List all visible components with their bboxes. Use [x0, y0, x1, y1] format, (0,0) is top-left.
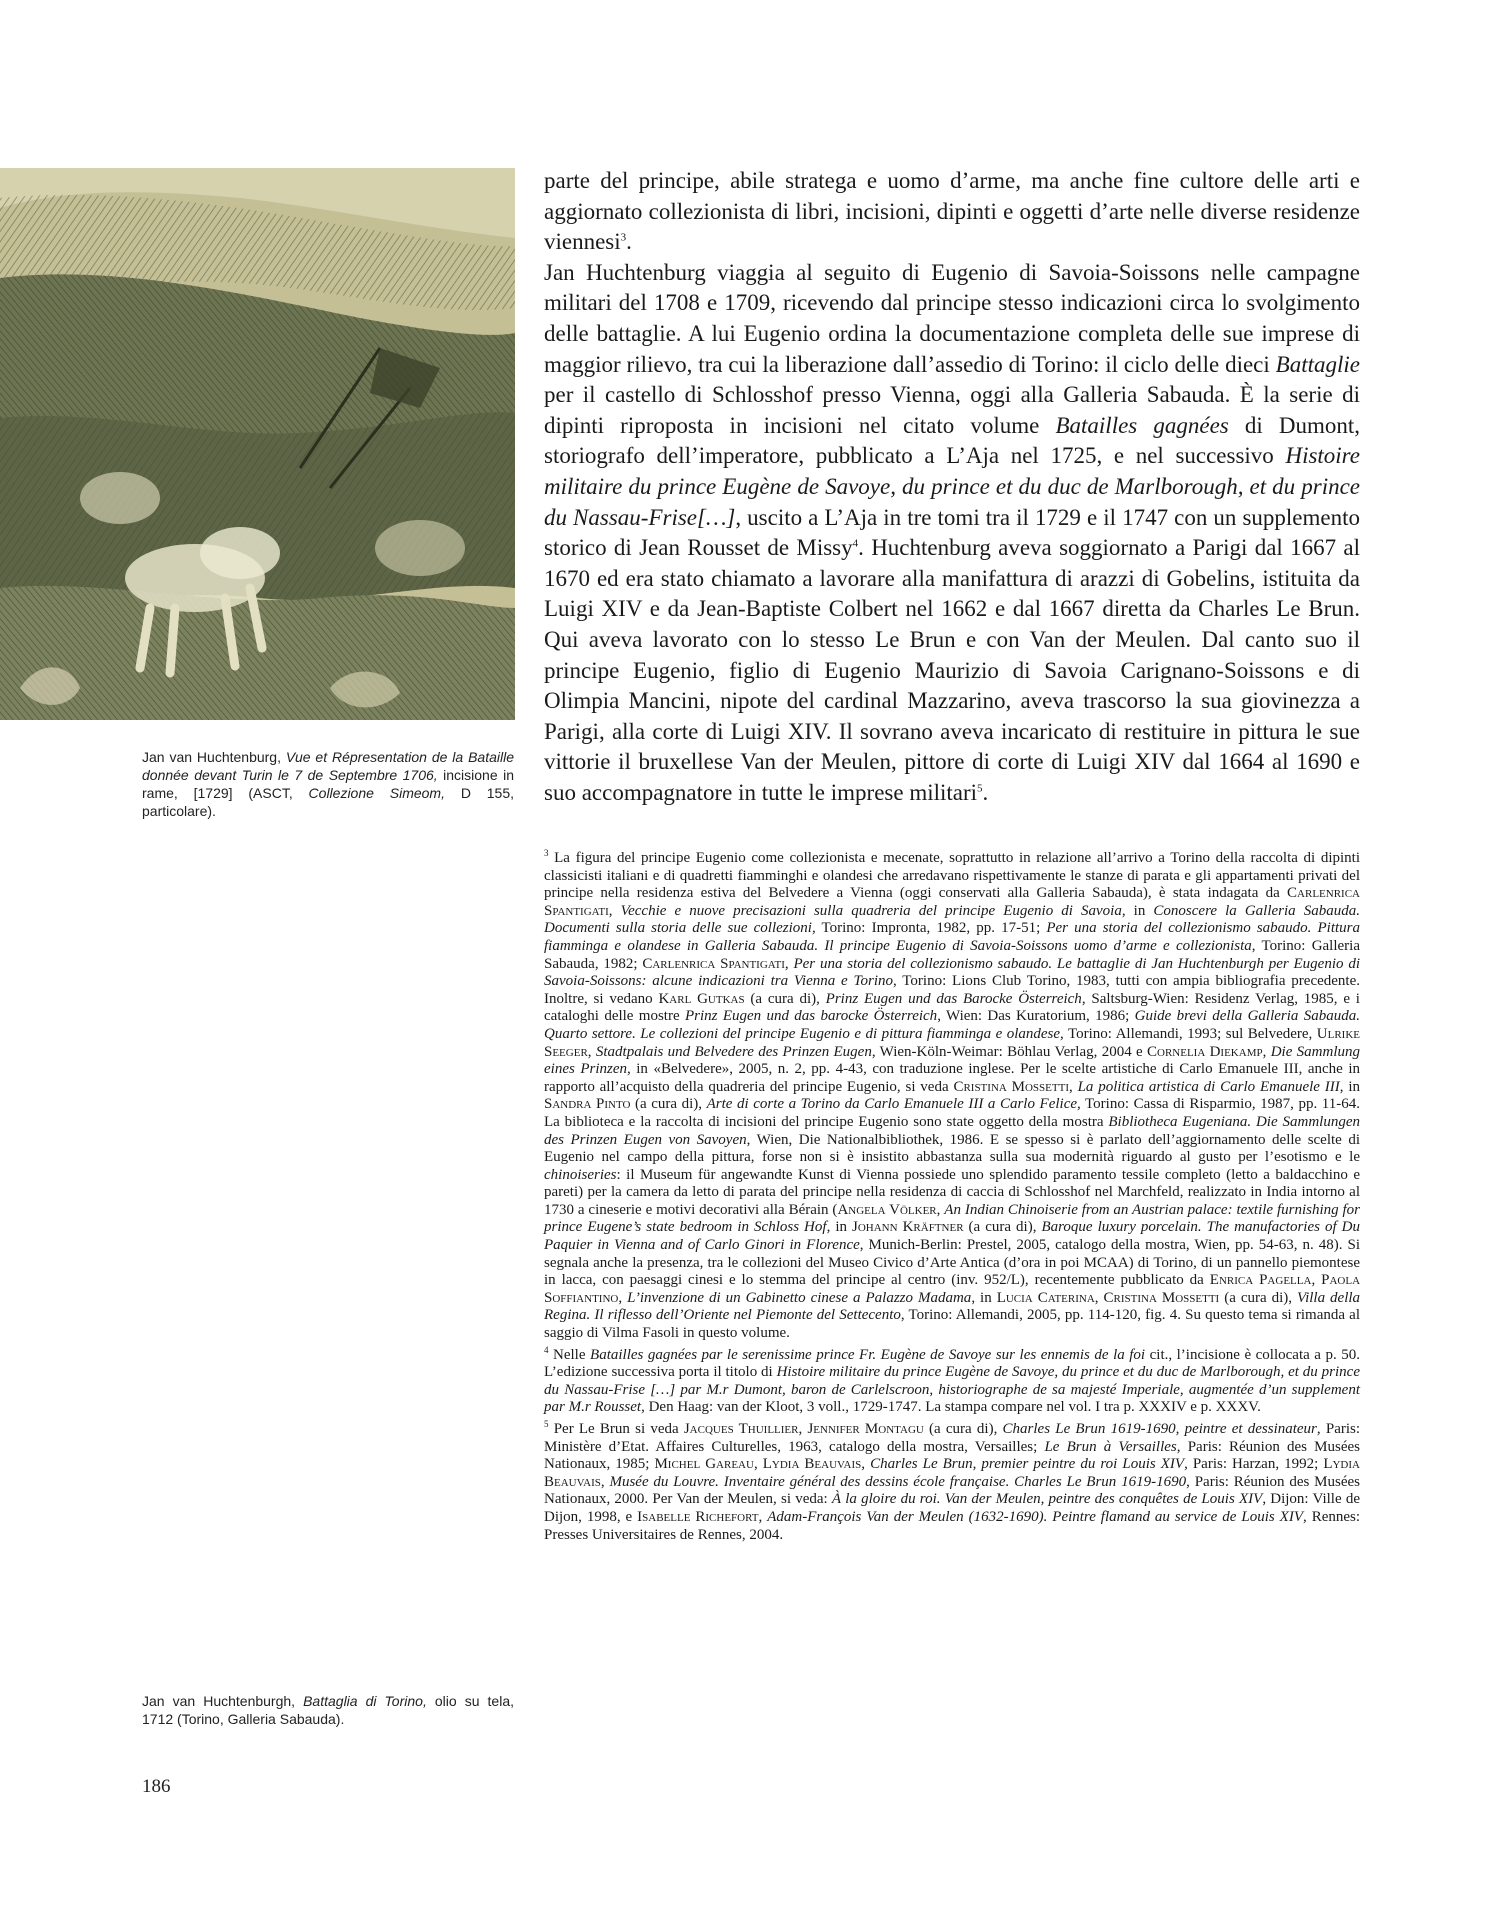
- body-text-span: .: [626, 229, 632, 255]
- footnote-4: [544, 1344, 1360, 1417]
- note-text: , Wien: Das Kuratorium, 1986;: [937, 1008, 1135, 1025]
- note-text: , Paris: Harzan, 1992;: [1184, 1456, 1324, 1473]
- note-text: ,: [1094, 1289, 1104, 1306]
- note-author: Carlenrica Spantigati: [544, 885, 1360, 919]
- note-text: ,: [936, 1201, 945, 1218]
- note-text: , Paris: Ministère d’Etat. Affaires Culturelles, 1963, catalogo della mostra, Versailles;: [544, 1421, 1361, 1455]
- note-text: (a cura di),: [1219, 1289, 1298, 1306]
- body-text-span: parte del principe, abile stratega e uomo d’arme, ma anche fine cultore delle arti e aggiornato collezionista di libri, incisioni, dipinti e oggetti d’arte nelle diverse residenze viennesi: [544, 168, 1360, 255]
- caption-title: Battaglia di Torino,: [303, 1693, 427, 1709]
- note-text: , Saltsburg-Wien: Residenz Verlag, 1985, e i cataloghi delle mostre: [544, 990, 1360, 1025]
- note-text: , Torino: Galleria Sabauda, 1982;: [544, 937, 1360, 972]
- caption-author: Jan van Huchtenburg,: [142, 749, 286, 765]
- note-text: La figura del principe Eugenio come collezionista e mecenate, soprattutto in relazione all’arrivo a Torino della raccolta di dipinti classicisti italiani e di quadretti fiamminghi e olandesi che arredavano rispettivamente le stanze di parata e gli appartamenti privati del principe nella residenza estiva del Belvedere a Vienna (oggi conservati alla Galleria Sabauda), è stata indagata da: [544, 850, 1360, 902]
- body-text-span: .: [982, 779, 989, 805]
- note-author: Enrica Pagella: [1209, 1272, 1312, 1289]
- note-title: An Indian Chinoiserie from an Austrian palace: textile furnishing for prince Eugene’s state bedroom in Schloss Hof: [544, 1201, 1361, 1236]
- note-text: , in «Belvedere», 2005, n. 2, pp. 4-43, con traduzione inglese. Per le scelte artistiche di Carlo Emanuele III, anche in rapporto all’acquisto della quadreria del principe Eugenio, si veda: [544, 1061, 1360, 1095]
- note-title: Histoire militaire du prince Eugène de Savoye, du prince et du duc de Marlborough, et du prince du Nassau-Frise […] par M.r Dumont, baron de Carlelscroon, historiographe de sa majesté Imperiale, augmentée d’un supplement par M.r Rousset: [544, 1364, 1360, 1416]
- caption-collection: Collezione Simeom,: [308, 785, 445, 801]
- note-author: Cristina Mossetti: [953, 1078, 1069, 1095]
- body-paragraph-2: [544, 258, 1360, 809]
- note-title: Batailles gagnées par le serenissime prince Fr. Eugène de Savoye sur les ennemis de la foi: [590, 1346, 1146, 1363]
- note-text: , in: [1121, 902, 1154, 919]
- note-title: chinoiseries: [544, 1166, 617, 1183]
- note-author: Karl Gutkas: [658, 990, 745, 1007]
- note-text: ,: [1311, 1272, 1322, 1289]
- note-text: ,: [600, 1473, 610, 1490]
- footnote-3: [544, 850, 1360, 1343]
- body-italic: Batailles gagnées: [1055, 412, 1229, 438]
- body-text-span: , uscito a L’Aja in tre tomi tra il 1729 e il 1747 con un supplemento storico di Jean Rousset de Missy: [544, 504, 1360, 561]
- battle-engraving-image: [0, 168, 515, 720]
- body-paragraph-1: [544, 166, 1360, 258]
- note-author: Isabelle Richefort: [637, 1508, 759, 1525]
- note-author: Angela Völker: [837, 1201, 937, 1218]
- note-author: Carlenrica Spantigati: [642, 955, 785, 972]
- footnote-ref-5[interactable]: 5: [977, 782, 983, 795]
- note-text: ,: [618, 1289, 628, 1306]
- note-text: , Torino: Allemandi, 1993; sul Belvedere,: [1060, 1025, 1317, 1042]
- footnote-number: 3: [544, 848, 549, 858]
- figure-caption-painting: [142, 1692, 514, 1728]
- note-author: Michel Gareau: [654, 1456, 754, 1473]
- note-author: Paola Soffiantino: [544, 1272, 1361, 1306]
- footnotes: [544, 850, 1360, 1548]
- footnote-number: 5: [544, 1419, 549, 1429]
- note-text: , Torino: Allemandi, 2005, pp. 114-120, fig. 4. Su questo tema si rimanda al saggio di Vilma Fasoli in questo volume.: [544, 1307, 1360, 1342]
- note-author: Johann Kräftner: [852, 1219, 964, 1236]
- note-text: (a cura di),: [630, 1096, 707, 1113]
- note-text: , in: [826, 1219, 853, 1236]
- note-title: Per una storia del collezionismo sabaudo. Pittura fiamminga e olandese in Galleria Sabauda. Il principe Eugenio di Savoia-Soissons uomo d’arme e collezionista: [544, 920, 1361, 954]
- note-text: Nelle: [548, 1346, 591, 1363]
- note-title: Bibliotheca Eugeniana. Die Sammlungen des Prinzen Eugen von Savoyen: [544, 1113, 1360, 1148]
- caption-ref: D 155, particolare).: [142, 785, 515, 819]
- body-text-span: Jan Huchtenburg viaggia al seguito di Eugenio di Savoia-Soissons nelle campagne militari del 1708 e 1709, ricevendo dal principe stesso indicazioni circa lo svolgimento delle battaglie. A lui Eugenio ordina la documentazione completa delle sue imprese di maggior rilievo, tra cui la liberazione dall’assedio di Torino: il ciclo delle dieci: [544, 259, 1360, 377]
- body-text-span: . Huchtenburg aveva soggiornato a Parigi dal 1667 al 1670 ed era stato chiamato a lavorare alla manifattura di arazzi di Gobelins, istituita da Luigi XIV e da Jean-Baptiste Colbert nel 1662 e dal 1667 diretta da Charles Le Brun. Qui aveva lavorato con lo stesso Le Brun e con Van der Meulen. Dal canto suo il principe Eugenio, figlio di Eugenio Maurizio di Savoia Carignano-Soissons e di Olimpia Mancini, nipote del cardinal Mazzarino, aveva trascorso la sua giovinezza a Parigi, alla corte di Luigi XIV. Il sovrano aveva incaricato di restituire in pittura le sue vittorie il bruxellese Van der Meulen, pittore di corte di Luigi XIV dal 1664 al 1690 e suo accompagnatore in tutte le imprese militari: [544, 535, 1360, 805]
- note-title: Stadtpalais und Belvedere des Prinzen Eugen: [595, 1043, 872, 1060]
- footnote-ref-4[interactable]: 4: [852, 537, 859, 550]
- note-title: Prinz Eugen und das Barocke Österreich: [825, 990, 1082, 1007]
- note-title: Le Brun à Versailles: [1044, 1438, 1177, 1455]
- note-text: ,: [1068, 1078, 1078, 1095]
- note-title: Per una storia del collezionismo sabaudo. Le battaglie di Jan Huchtenburgh per Eugenio di Savoia-Soissons: alcune indicazioni tra Vienna e Torino: [544, 955, 1360, 990]
- body-italic: Battaglie: [1275, 351, 1360, 377]
- note-text: ,: [784, 955, 794, 972]
- note-title: Charles Le Brun 1619-1690, peintre et dessinateur: [1002, 1421, 1317, 1437]
- note-title: Conoscere la Galleria Sabauda. Documenti sulla storia delle sue collezioni: [544, 902, 1360, 937]
- footnote-5: [544, 1421, 1360, 1544]
- note-author: Sandra Pinto: [544, 1096, 631, 1113]
- note-title: Adam-François Van der Meulen (1632-1690). Peintre flamand au service de Louis XIV: [767, 1508, 1303, 1525]
- note-text: , in: [1339, 1078, 1360, 1095]
- note-text: , Rennes: Presses Universitaires de Rennes, 2004.: [544, 1508, 1361, 1543]
- figure-caption-engraving: [142, 748, 514, 820]
- note-author: Jennifer Montagu: [807, 1421, 924, 1437]
- note-text: , in: [971, 1289, 997, 1306]
- body-text-span: per il castello di Schlosshof presso Vienna, oggi alla Galleria Sabauda. È la serie di dipinti riproposta in incisioni nel citato volume: [544, 382, 1360, 438]
- note-text: (a cura di),: [744, 990, 826, 1007]
- note-text: , Torino: Impronta, 1982, pp. 17-51;: [811, 920, 1047, 937]
- note-text: ,: [798, 1421, 808, 1437]
- note-title: Villa della Regina. Il riflesso dell’Oriente nel Piemonte del Settecento: [544, 1289, 1361, 1324]
- note-text: , Den Haag: van der Kloot, 3 voll., 1729-1747. La stampa compare nel vol. I tra p. XXXIV e p. XXXV.: [641, 1399, 1261, 1416]
- note-text: , Munich-Berlin: Prestel, 2005, catalogo della mostra, Wien, pp. 54-63, n. 48). Si segnala anche la presenza, tra le collezioni del Museo Civico d’Arte Antica (d’ora in poi MCAA) di Torino, di un pannello piemontese in lacca, con paesaggi cinesi e lo stemma del principe al centro (inv. 952/L), recentemente pubblicato da: [544, 1237, 1360, 1289]
- note-text: (a cura di),: [963, 1219, 1042, 1236]
- note-text: : il Museum für angewandte Kunst di Vienna possiede uno splendido paramento tessile completo (letto a baldacchino e pareti) per la camera da letto di parata del principe nella residenza di caccia di Schlosshof nel Marchfeld, realizzato in India intorno al 1730 a cineserie e motivi decorativi alla Bérain (: [544, 1166, 1360, 1218]
- note-text: , Paris: Réunion des Musées Nationaux, 2000. Per Van der Meulen, si veda:: [544, 1473, 1360, 1508]
- note-text: cit., l’incisione è collocata a p. 50. L’edizione successiva porta il titolo di: [544, 1346, 1360, 1381]
- note-text: , Wien-Köln-Weimar: Böhlau Verlag, 2004 e: [871, 1043, 1147, 1060]
- caption-medium: incisione in rame, [1729] (ASCT,: [142, 767, 515, 801]
- note-text: ,: [1262, 1043, 1271, 1060]
- note-text: ,: [758, 1508, 768, 1525]
- note-author: Cornelia Diekamp: [1147, 1043, 1263, 1060]
- note-title: L’invenzione di un Gabinetto cinese a Palazzo Madama: [627, 1289, 972, 1306]
- note-text: , Torino: Lions Club Torino, 1983, tutti con ampia bibliografia precedente. Inoltre, si vedano: [544, 973, 1360, 1007]
- caption-author: Jan van Huchtenburgh,: [142, 1693, 304, 1709]
- note-author: Lydia Beauvais: [544, 1456, 1360, 1490]
- note-title: Charles Le Brun, premier peintre du roi Louis XIV: [870, 1456, 1185, 1473]
- note-title: Baroque luxury porcelain. The manufactories of Du Paquier in Vienna and of Carlo Ginori in Florence: [544, 1219, 1360, 1254]
- body-italic: Histoire militaire du prince Eugène de Savoye, du prince et du duc de Marlborough, et du prince du Nassau-Frise[…]: [544, 443, 1360, 530]
- note-text: Per Le Brun si veda: [548, 1421, 684, 1437]
- engraving-illustration: [0, 168, 515, 720]
- note-text: , Dijon: Ville de Dijon, 1998, e: [544, 1491, 1360, 1525]
- footnote-number: 4: [544, 1344, 549, 1355]
- body-text-span: di Dumont, storiografo dell’imperatore, pubblicato a L’Aja nel 1725, e nel successivo: [544, 412, 1361, 469]
- caption-rest: olio su tela, 1712 (Torino, Galleria Sabauda).: [142, 1693, 514, 1727]
- note-text: ,: [587, 1043, 596, 1060]
- note-title: À la gloire du roi. Van der Meulen, peintre des conquêtes de Louis XIV: [831, 1491, 1263, 1508]
- note-author: Lydia Beauvais: [762, 1456, 862, 1473]
- note-text: ,: [608, 902, 621, 919]
- note-text: , Torino: Cassa di Risparmio, 1987, pp. 11-64. La biblioteca e la raccolta di incisioni del principe Eugenio sono state oggetto della mostra: [544, 1096, 1360, 1130]
- note-text: ,: [861, 1456, 871, 1473]
- note-title: Arte di corte a Torino da Carlo Emanuele III a Carlo Felice: [706, 1096, 1078, 1113]
- caption-title: Vue et Répresentation de la Bataille donnée devant Turin le 7 de Septembre 1706,: [142, 749, 514, 783]
- note-author: Jacques Thuillier: [683, 1421, 799, 1437]
- note-title: Guide brevi della Galleria Sabauda. Quarto settore. Le collezioni del principe Eugenio e di pittura fiamminga e olandese: [544, 1008, 1360, 1042]
- page-number: 186: [142, 1776, 171, 1797]
- note-title: Musée du Louvre. Inventaire général des dessins école française. Charles Le Brun 1619-1690: [609, 1473, 1187, 1490]
- note-author: Lucia Caterina: [996, 1289, 1095, 1306]
- note-title: Vecchie e nuove precisazioni sulla quadreria del principe Eugenio di Savoia: [620, 902, 1122, 919]
- note-title: Die Sammlung eines Prinzen: [544, 1043, 1360, 1078]
- note-author: Cristina Mossetti: [1103, 1289, 1220, 1306]
- note-text: ,: [753, 1456, 763, 1473]
- note-title: La politica artistica di Carlo Emanuele III: [1077, 1078, 1340, 1095]
- note-text: , Wien, Die Nationalbibliothek, 1986. E se spesso si è parlato dell’aggiornamento delle scelte di Eugenio nel campo della pittura, forse non si è insistito abbastanza sulla sua modernità riguardo al gusto per l’esotismo e le: [544, 1131, 1361, 1166]
- note-author: Ulrike Seeger: [544, 1025, 1360, 1060]
- footnote-ref-3[interactable]: 3: [620, 231, 627, 244]
- note-text: (a cura di),: [923, 1421, 1003, 1437]
- main-body-text: [544, 166, 1360, 808]
- note-title: Prinz Eugen und das barocke Österreich: [684, 1008, 938, 1025]
- note-text: , Paris: Réunion des Musées Nationaux, 1985;: [544, 1438, 1360, 1473]
